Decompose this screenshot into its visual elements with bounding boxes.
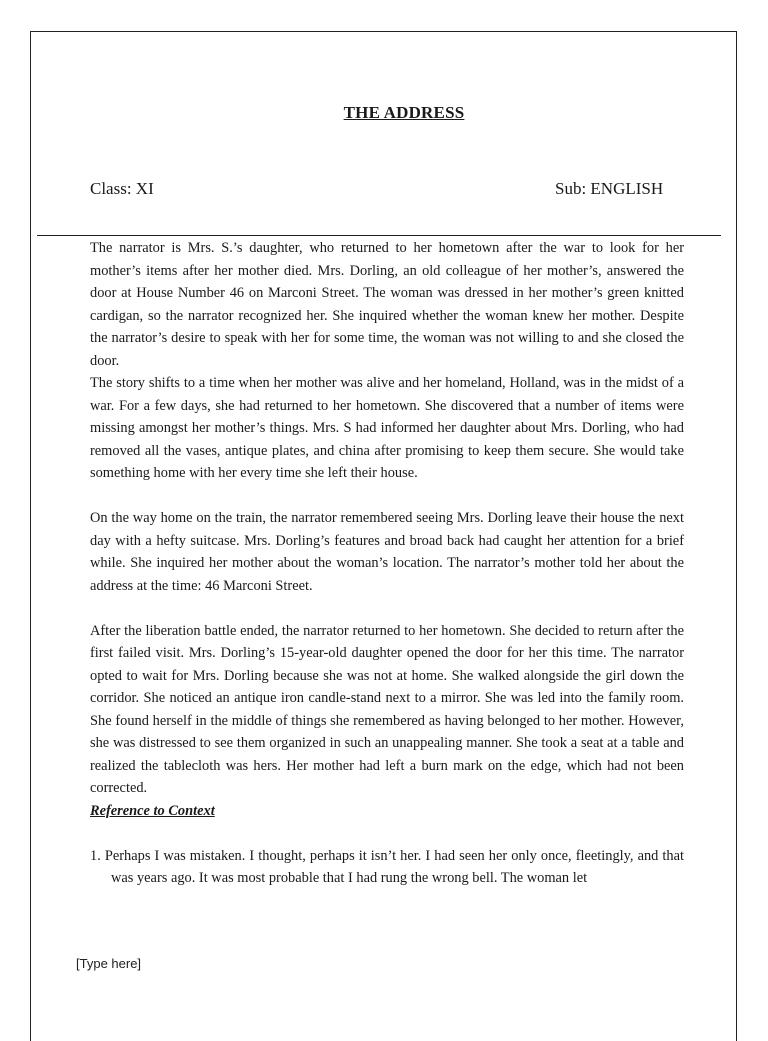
paragraph-2: The story shifts to a time when her mother was alive and her homeland, Holland, was in the midst of a war. For a few days, she had returned to her hometown. She discovered that a number of items were missing amongst her mother’s things. Mrs. S had informed her daughter about Mrs. Dorling, who had removed all the vases, antique plates, and china after promising to keep them secure. She would take something home with her every time she left their house. <box>90 375 684 481</box>
reference-heading: Reference to Context <box>90 802 215 819</box>
paragraph-3: On the way home on the train, the narrator remembered seeing Mrs. Dorling leave their house the next day with a hefty suitcase. Mrs. Dorling’s features and broad back had caught her attention for a brief while. She inquired her mother about the woman’s location. The narrator’s mother told her about the address at the time: 46 Marconi Street. <box>90 510 684 594</box>
header-divider <box>37 235 721 236</box>
document-title: THE ADDRESS <box>343 103 465 122</box>
paragraph-1: The narrator is Mrs. S.’s daughter, who returned to her hometown after the war to look for her mother’s items after her mother died. Mrs. Dorling, an old colleague of her mother’s, answered the door at House Number 46 on Marconi Street. The woman was dressed in her mother’s green knitted cardigan, so the narrator recognized her. She inquired whether the woman knew her mother. Despite the narrator’s desire to speak with her for some time, the woman was not willing to and she closed the door. <box>90 240 684 369</box>
subject-label: Sub: ENGLISH <box>555 179 664 198</box>
document-body <box>90 237 684 890</box>
paragraph-gap <box>90 485 684 508</box>
paragraph-gap <box>90 597 684 620</box>
paragraph-4: After the liberation battle ended, the narrator returned to her hometown. She decided to return after the first failed visit. Mrs. Dorling’s 15-year-old daughter opened the door for her this time. The narrator opted to wait for Mrs. Dorling because she was not at home. She walked alongside the girl down the corridor. She noticed an antique iron candle-stand next to a mirror. She was led into the family room. She found herself in the middle of things she remembered as having belonged to her mother. However, she was distressed to see them organized in such an unappealing manner. She took a seat at a table and realized the tablecloth was hers. Her mother had left a burn mark on the edge, which had not been corrected. <box>90 622 684 796</box>
paragraph-gap <box>90 822 684 845</box>
class-label: Class: XI <box>90 179 154 198</box>
footer-placeholder[interactable]: [Type here] <box>76 956 142 971</box>
question-1: 1. Perhaps I was mistaken. I thought, perhaps it isn’t her. I had seen her only once, fleetingly, and that was years ago. It was most probable that I had rung the wrong bell. The woman let <box>90 847 684 886</box>
